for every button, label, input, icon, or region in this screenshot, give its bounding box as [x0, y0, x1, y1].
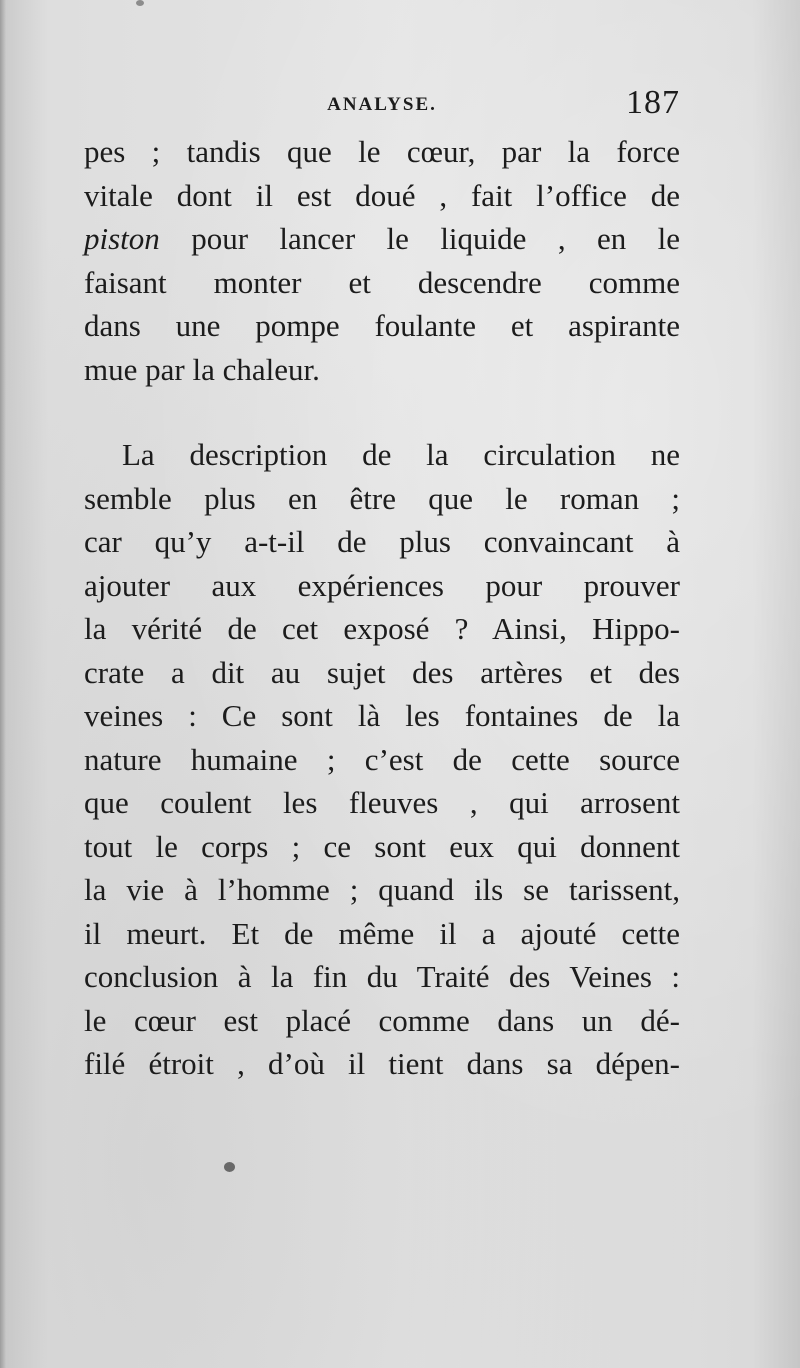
page-number: 187 [626, 84, 680, 121]
text-line: semble plus en être que le roman ; [84, 480, 680, 516]
text-line: veines : Ce sont là les fontaines de la [84, 698, 680, 733]
running-title: ANALYSE. [327, 94, 437, 115]
ink-spot [224, 1162, 235, 1172]
page-edge [0, 0, 6, 1368]
ink-spot [136, 0, 144, 6]
text-line: que coulent les fleuves , qui arrosent [84, 785, 680, 820]
text-line: la vie à l’homme ; quand ils se tarissent, [84, 872, 680, 907]
running-head [84, 84, 680, 124]
paragraph [84, 433, 680, 1086]
body-text [84, 130, 680, 1086]
text-run: pour lancer le liquide , en le [159, 221, 680, 256]
text-line: car qu’y a-t-il de plus convaincant à [84, 524, 680, 559]
text-line [84, 217, 680, 261]
text-line: crate a dit au sujet des artères et des [84, 654, 680, 690]
text-line: il meurt. Et de même il a ajouté cette [84, 915, 680, 951]
text-line: vitale dont il est doué , fait l’office de [84, 177, 680, 213]
text-line: ajouter aux expériences pour prouver [84, 567, 680, 603]
paragraph [84, 130, 680, 391]
text-line: filé étroit , d’où il tient dans sa dépen- [84, 1046, 680, 1081]
text-line: pes ; tandis que le cœur, par la force [84, 134, 680, 169]
text-line: le cœur est placé comme dans un dé- [84, 1002, 680, 1038]
text-line: conclusion à la fin du Traité des Veines : [84, 959, 680, 994]
text-line: tout le corps ; ce sont eux qui donnent [84, 828, 680, 864]
text-line: La description de la circulation ne [122, 437, 680, 472]
text-line: dans une pompe foulante et aspirante [84, 308, 680, 343]
emphasis-word: piston [84, 221, 160, 256]
text-line: la vérité de cet exposé ? Ainsi, Hippo- [84, 611, 680, 646]
text-line: faisant monter et descendre comme [84, 264, 680, 300]
text-line: mue par la chaleur. [84, 351, 320, 387]
text-line: nature humaine ; c’est de cette source [84, 741, 680, 777]
